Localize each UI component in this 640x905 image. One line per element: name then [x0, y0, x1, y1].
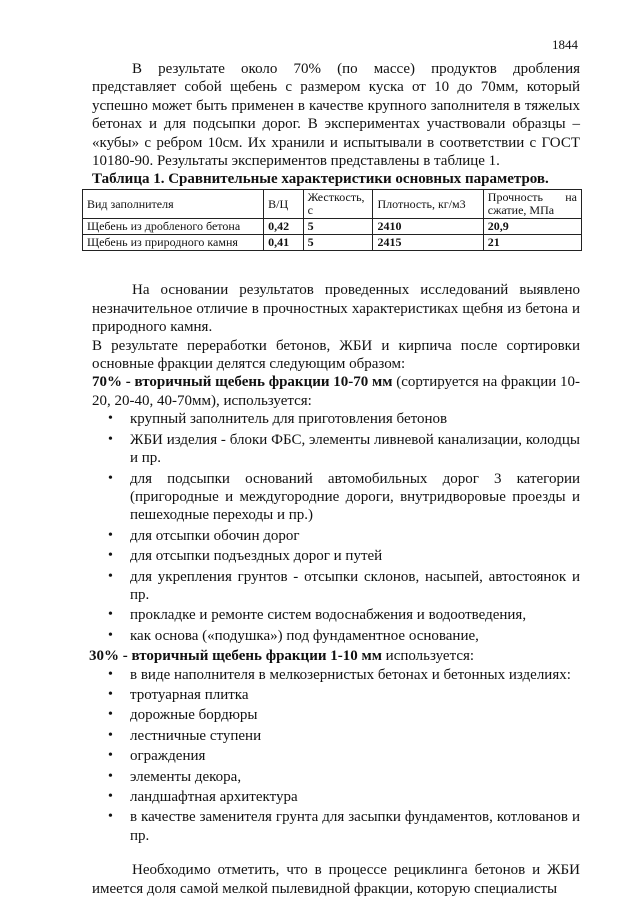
table-cell: Щебень из природного камня	[83, 235, 264, 251]
table-header-cell: В/Ц	[264, 190, 303, 219]
table-cell: 5	[303, 235, 373, 251]
document-body	[87, 60, 580, 898]
fraction-2-title: 30% - вторичный щебень фракции 1-10 мм	[89, 648, 382, 665]
list-item: • в качестве заменителя грунта для засыпки фундаментов, котлованов и пр.	[130, 808, 580, 845]
fraction-1-title: 70% - вторичный щебень фракции 10-70 мм	[92, 374, 393, 391]
table-header-cell: Жесткость, с	[303, 190, 373, 219]
fraction-2-heading	[89, 647, 580, 665]
table-cell: Щебень из дробленого бетона	[83, 219, 264, 235]
list-item: • в виде наполнителя в мелкозернистых бетонах и бетонных изделиях:	[130, 666, 580, 684]
fraction-2-list	[92, 666, 580, 846]
table-row	[83, 219, 582, 235]
list-item: • как основа («подушка») под фундаментное основание,	[130, 627, 580, 645]
fraction-1-heading	[92, 373, 580, 410]
table-cell: 2415	[373, 235, 483, 251]
page-number: 1844	[552, 37, 578, 52]
list-item: • для подсыпки оснований автомобильных дорог 3 категории (пригородные и междугородние дороги, внутридворовые проезды и пешеходные переходы и пр.)	[130, 470, 580, 525]
list-item: • дорожные бордюры	[130, 706, 580, 724]
paragraph-fractions-intro: В результате переработки бетонов, ЖБИ и кирпича после сортировки основные фракции делятся следующим образом:	[92, 337, 580, 373]
table-header-cell: Вид заполнителя	[83, 190, 264, 219]
table-header-cell: Плотность, кг/м3	[373, 190, 483, 219]
comparison-table	[82, 189, 582, 251]
list-item: • тротуарная плитка	[130, 686, 580, 704]
table-cell: 2410	[373, 219, 483, 235]
paragraph-results: В результате около 70% (по массе) продуктов дробления представляет собой щебень с размером куска от 10 до 70мм, который успешно может быть применен в качестве крупного заполнителя в тяжелых бетонах и для подсыпки дорог. В экспериментах участвовали образцы – «кубы» с ребром 10см. Их хранили и испытывали в соответствии с ГОСТ 10180-90. Результаты экспериментов представлены в таблице 1.	[92, 61, 580, 170]
table-cell: 20,9	[483, 219, 581, 235]
paragraph-recycling: Необходимо отметить, что в процессе рециклинга бетонов и ЖБИ имеется доля самой мелкой пылевидной фракции, которую специалисты	[92, 862, 580, 897]
table-header-cell: Прочность на сжатие, МПа	[483, 190, 581, 219]
paragraph-findings: На основании результатов проведенных исследований выявлено незначительное отличие в прочностных характеристиках щебня из бетона и природного камня.	[92, 282, 580, 336]
fraction-1-description: (сортируется на фракции 10-20, 20-40, 40-70мм), используется:	[92, 374, 580, 409]
table-cell: 0,41	[264, 235, 303, 251]
list-item: • прокладке и ремонте систем водоснабжения и водоотведения,	[130, 606, 580, 624]
list-item: • крупный заполнитель для приготовления бетонов	[130, 410, 580, 428]
list-item: • ЖБИ изделия - блоки ФБС, элементы ливневой канализации, колодцы и пр.	[130, 431, 580, 468]
list-item: • лестничные ступени	[130, 727, 580, 745]
table-header-row	[83, 190, 582, 219]
table-title: Таблица 1. Сравнительные характеристики основных параметров.	[92, 171, 549, 188]
table-cell: 21	[483, 235, 581, 251]
fraction-1-list	[92, 410, 580, 645]
table-cell: 0,42	[264, 219, 303, 235]
list-item: • для отсыпки подъездных дорог и путей	[130, 547, 580, 565]
list-item: • для отсыпки обочин дорог	[130, 527, 580, 545]
list-item: • для укрепления грунтов - отсыпки склонов, насыпей, автостоянок и пр.	[130, 568, 580, 605]
list-item: • ландшафтная архитектура	[130, 788, 580, 806]
table-cell: 5	[303, 219, 373, 235]
fraction-2-description: используется:	[381, 648, 475, 665]
list-item: • элементы декора,	[130, 768, 580, 786]
table-row	[83, 235, 582, 251]
list-item: • ограждения	[130, 747, 580, 765]
